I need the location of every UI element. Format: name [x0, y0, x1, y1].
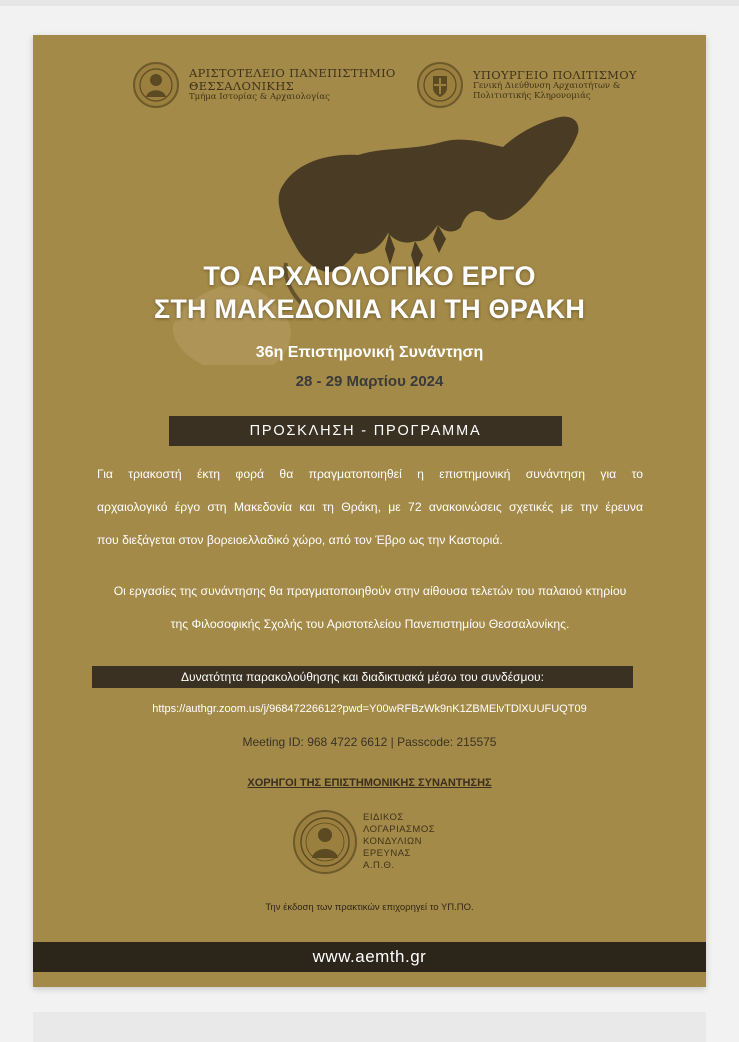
zoom-link[interactable]: https://authgr.zoom.us/j/96847226612?pwd=Y00wRFBzWk9nK1ZBMElvTDlXUUFUQT09 — [152, 703, 587, 715]
sponsor-name — [363, 812, 435, 872]
auth-org-text — [189, 67, 396, 103]
elke-auth-seal-icon — [293, 810, 357, 874]
auth-name-line2: ΘΕΣΣΑΛΟΝΙΚΗΣ — [189, 79, 295, 94]
sponsor-line: ΚΟΝΔΥΛΙΩΝ — [363, 836, 423, 847]
venue-line: της Φιλοσοφικής Σχολής του Αριστοτελείου Πανεπιστημίου Θεσσαλονίκης. — [170, 617, 570, 631]
auth-name-line1: ΑΡΙΣΤΟΤΕΛΕΙΟ ΠΑΝΕΠΙΣΤΗΜΙΟ — [189, 65, 396, 80]
online-stream-banner: Δυνατότητα παρακολούθησης και διαδικτυακά μέσω του συνδέσμου: — [92, 666, 633, 688]
invitation-program-banner: ΠΡΟΣΚΛΗΣΗ - ΠΡΟΓΡΑΜΜΑ — [169, 416, 562, 446]
auth-logo — [133, 60, 396, 110]
sponsor-line: ΕΙΔΙΚΟΣ — [363, 812, 404, 823]
ministry-org-text — [473, 69, 637, 102]
sponsors-heading: ΧΟΡΗΓΟΙ ΤΗΣ ΕΠΙΣΤΗΜΟΝΙΚΗΣ ΣΥΝΑΝΤΗΣΗΣ — [247, 777, 492, 789]
top-bar — [0, 0, 739, 6]
auth-seal-icon — [133, 62, 179, 108]
sponsor-line: Α.Π.Θ. — [363, 860, 395, 871]
sponsor-line: ΕΡΕΥΝΑΣ — [363, 848, 411, 859]
ministry-sub1: Γενική Διεύθυνση Αρχαιοτήτων & — [473, 80, 621, 91]
event-subtitle: 36η Επιστημονική Συνάντηση — [255, 344, 484, 361]
sponsor-line: ΛΟΓΑΡΙΑΣΜΟΣ — [363, 824, 436, 835]
website-link[interactable]: www.aemth.gr — [33, 942, 706, 972]
intro-paragraph — [97, 458, 643, 557]
venue-line: Οι εργασίες της συνάντησης θα πραγματοποιηθούν στην αίθουσα τελετών του παλαιού κτηρίου — [113, 584, 627, 598]
event-dates: 28 - 29 Μαρτίου 2024 — [295, 373, 444, 390]
sponsor-elke-auth — [293, 810, 435, 874]
meeting-credentials: Meeting ID: 968 4722 6612 | Passcode: 215575 — [242, 735, 497, 749]
intro-line: που διεξάγεται στον βορειοελλαδικό χώρο, από τον Έβρο ως την Καστοριά. — [97, 533, 503, 547]
venue-paragraph — [97, 575, 643, 641]
next-card-edge — [33, 1012, 706, 1042]
page-title — [33, 260, 706, 326]
ministry-logo — [417, 60, 637, 110]
ministry-sub2: Πολιτιστικής Κληρονομιάς — [473, 90, 591, 101]
intro-line: αρχαιολογικό έργο στη Μακεδονία και τη Θράκη, με 72 ανακοινώσεις σχετικές με την έρευνα — [97, 500, 643, 514]
proceedings-note: Την έκδοση των πρακτικών επιχορηγεί το ΥΠ.ΠΟ. — [265, 902, 474, 913]
title-line1: ΤΟ ΑΡΧΑΙΟΛΟΓΙΚΟ ΕΡΓΟ — [203, 261, 536, 291]
auth-department: Τμήμα Ιστορίας & Αρχαιολογίας — [189, 92, 330, 103]
title-line2: ΣΤΗ ΜΑΚΕΔΟΝΙΑ ΚΑΙ ΤΗ ΘΡΑΚΗ — [153, 294, 586, 324]
intro-line: Για τριακοστή έκτη φορά θα πραγματοποιηθεί η επιστημονική συνάντηση για το — [97, 467, 643, 481]
ministry-name: ΥΠΟΥΡΓΕΙΟ ΠΟΛΙΤΙΣΜΟΥ — [473, 67, 637, 82]
poster — [33, 35, 706, 987]
greek-coat-of-arms-icon — [417, 62, 463, 108]
